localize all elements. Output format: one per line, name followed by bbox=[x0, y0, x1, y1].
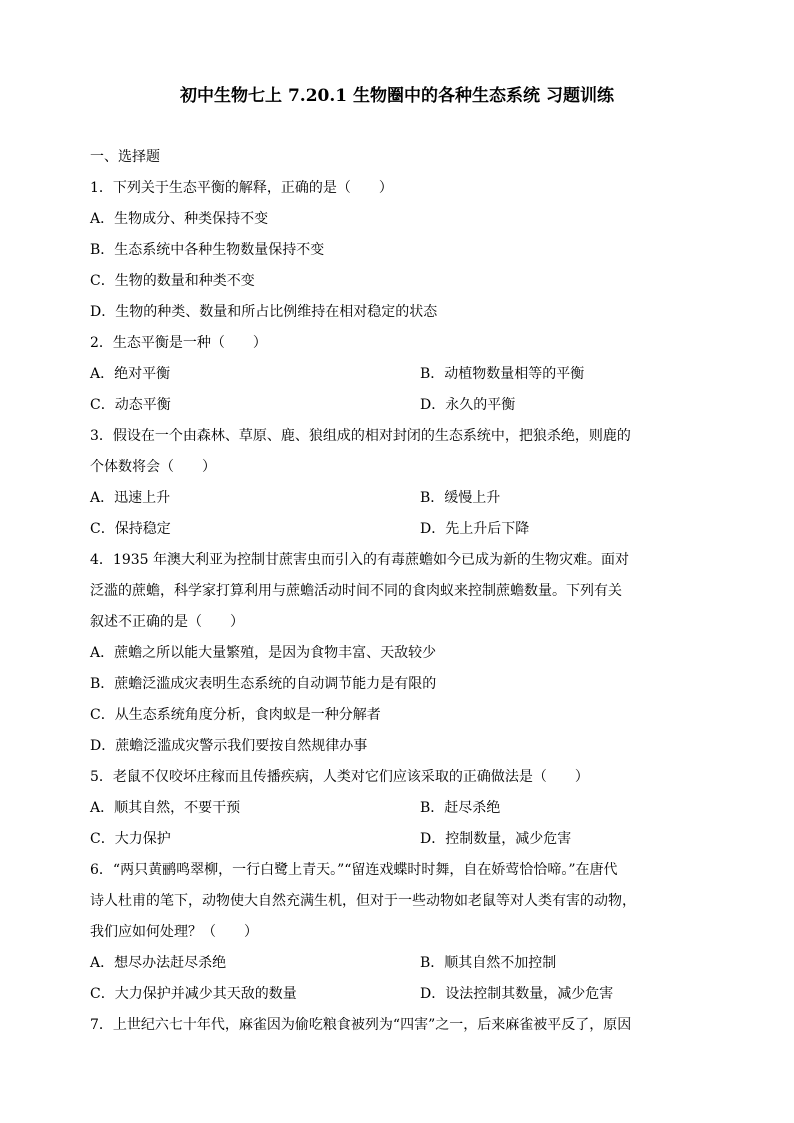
question-2-option-c: C．动态平衡 bbox=[90, 397, 171, 413]
section-heading: 一、选择题 bbox=[90, 149, 160, 165]
question-1-option-d: D．生物的种类、数量和所占比例维持在相对稳定的状态 bbox=[90, 304, 438, 320]
question-5-option-a: A．顺其自然，不要干预 bbox=[90, 800, 241, 816]
question-7-stem-line-1: 7．上世纪六七十年代，麻雀因为偷吃粮食被列为“四害”之一，后来麻雀被平反了，原因 bbox=[90, 1017, 632, 1033]
question-4-stem-line-1: 4．1935 年澳大利亚为控制甘蔗害虫而引入的有毒蔗蟾如今已成为新的生物灾难。面对 bbox=[90, 552, 629, 568]
question-4-stem-line-2: 泛滥的蔗蟾，科学家打算利用与蔗蟾活动时间不同的食肉蚁来控制蔗蟾数量。下列有关 bbox=[90, 583, 622, 599]
question-6-option-c: C．大力保护并减少其天敌的数量 bbox=[90, 986, 297, 1002]
question-2-options-row-1 bbox=[90, 359, 710, 390]
question-3-option-a: A．迅速上升 bbox=[90, 490, 171, 506]
question-2-options-row-2 bbox=[90, 390, 710, 421]
question-1-option-b: B．生态系统中各种生物数量保持不变 bbox=[90, 242, 325, 258]
question-5-option-b: B．赶尽杀绝 bbox=[420, 800, 501, 816]
question-5-stem: 5．老鼠不仅咬坏庄稼而且传播疾病，人类对它们应该采取的正确做法是（ ） bbox=[90, 769, 589, 785]
question-3-option-c: C．保持稳定 bbox=[90, 521, 171, 537]
question-3-option-b: B．缓慢上升 bbox=[420, 490, 501, 506]
question-4-option-b: B．蔗蟾泛滥成灾表明生态系统的自动调节能力是有限的 bbox=[90, 676, 437, 692]
question-1-stem: 1．下列关于生态平衡的解释，正确的是（ ） bbox=[90, 180, 393, 196]
question-3-options-row-2 bbox=[90, 514, 710, 545]
question-6-stem-line-1: 6．“两只黄鹂鸣翠柳，一行白鹭上青天。”“留连戏蝶时时舞，自在娇莺恰恰啼。”在唐代 bbox=[90, 862, 618, 878]
question-3-option-d: D．先上升后下降 bbox=[420, 521, 530, 537]
question-6-option-d: D．设法控制其数量，减少危害 bbox=[420, 986, 614, 1002]
question-1-option-c: C．生物的数量和种类不变 bbox=[90, 273, 255, 289]
question-list bbox=[90, 142, 710, 1041]
question-3-options-row-1 bbox=[90, 483, 710, 514]
question-4-stem-line-3: 叙述不正确的是（ ） bbox=[90, 614, 244, 630]
question-6-stem-line-2: 诗人杜甫的笔下，动物使大自然充满生机，但对于一些动物如老鼠等对人类有害的动物， bbox=[90, 893, 636, 909]
question-2-option-d: D．永久的平衡 bbox=[420, 397, 516, 413]
question-6-option-b: B．顺其自然不加控制 bbox=[420, 955, 557, 971]
question-2-stem: 2．生态平衡是一种（ ） bbox=[90, 335, 267, 351]
question-6-options-row-2 bbox=[90, 979, 710, 1010]
question-6-stem-line-3: 我们应如何处理？（ ） bbox=[90, 924, 258, 940]
question-4-option-c: C．从生态系统角度分析，食肉蚁是一种分解者 bbox=[90, 707, 381, 723]
question-5-option-d: D．控制数量，减少危害 bbox=[420, 831, 572, 847]
question-4-option-a: A．蔗蟾之所以能大量繁殖，是因为食物丰富、天敌较少 bbox=[90, 645, 437, 661]
question-5-options-row-2 bbox=[90, 824, 710, 855]
document-title: 初中生物七上 7.20.1 生物圈中的各种生态系统 习题训练 bbox=[180, 86, 614, 106]
question-3-stem-line-1: 3．假设在一个由森林、草原、鹿、狼组成的相对封闭的生态系统中，把狼杀绝，则鹿的 bbox=[90, 428, 631, 444]
question-2-option-a: A．绝对平衡 bbox=[90, 366, 171, 382]
question-6-options-row-1 bbox=[90, 948, 710, 979]
question-5-options-row-1 bbox=[90, 793, 710, 824]
question-4-option-d: D．蔗蟾泛滥成灾警示我们要按自然规律办事 bbox=[90, 738, 368, 754]
question-6-option-a: A．想尽办法赶尽杀绝 bbox=[90, 955, 227, 971]
question-3-stem-line-2: 个体数将会（ ） bbox=[90, 459, 216, 475]
question-5-option-c: C．大力保护 bbox=[90, 831, 171, 847]
question-2-option-b: B．动植物数量相等的平衡 bbox=[420, 366, 585, 382]
question-1-option-a: A．生物成分、种类保持不变 bbox=[90, 211, 269, 227]
